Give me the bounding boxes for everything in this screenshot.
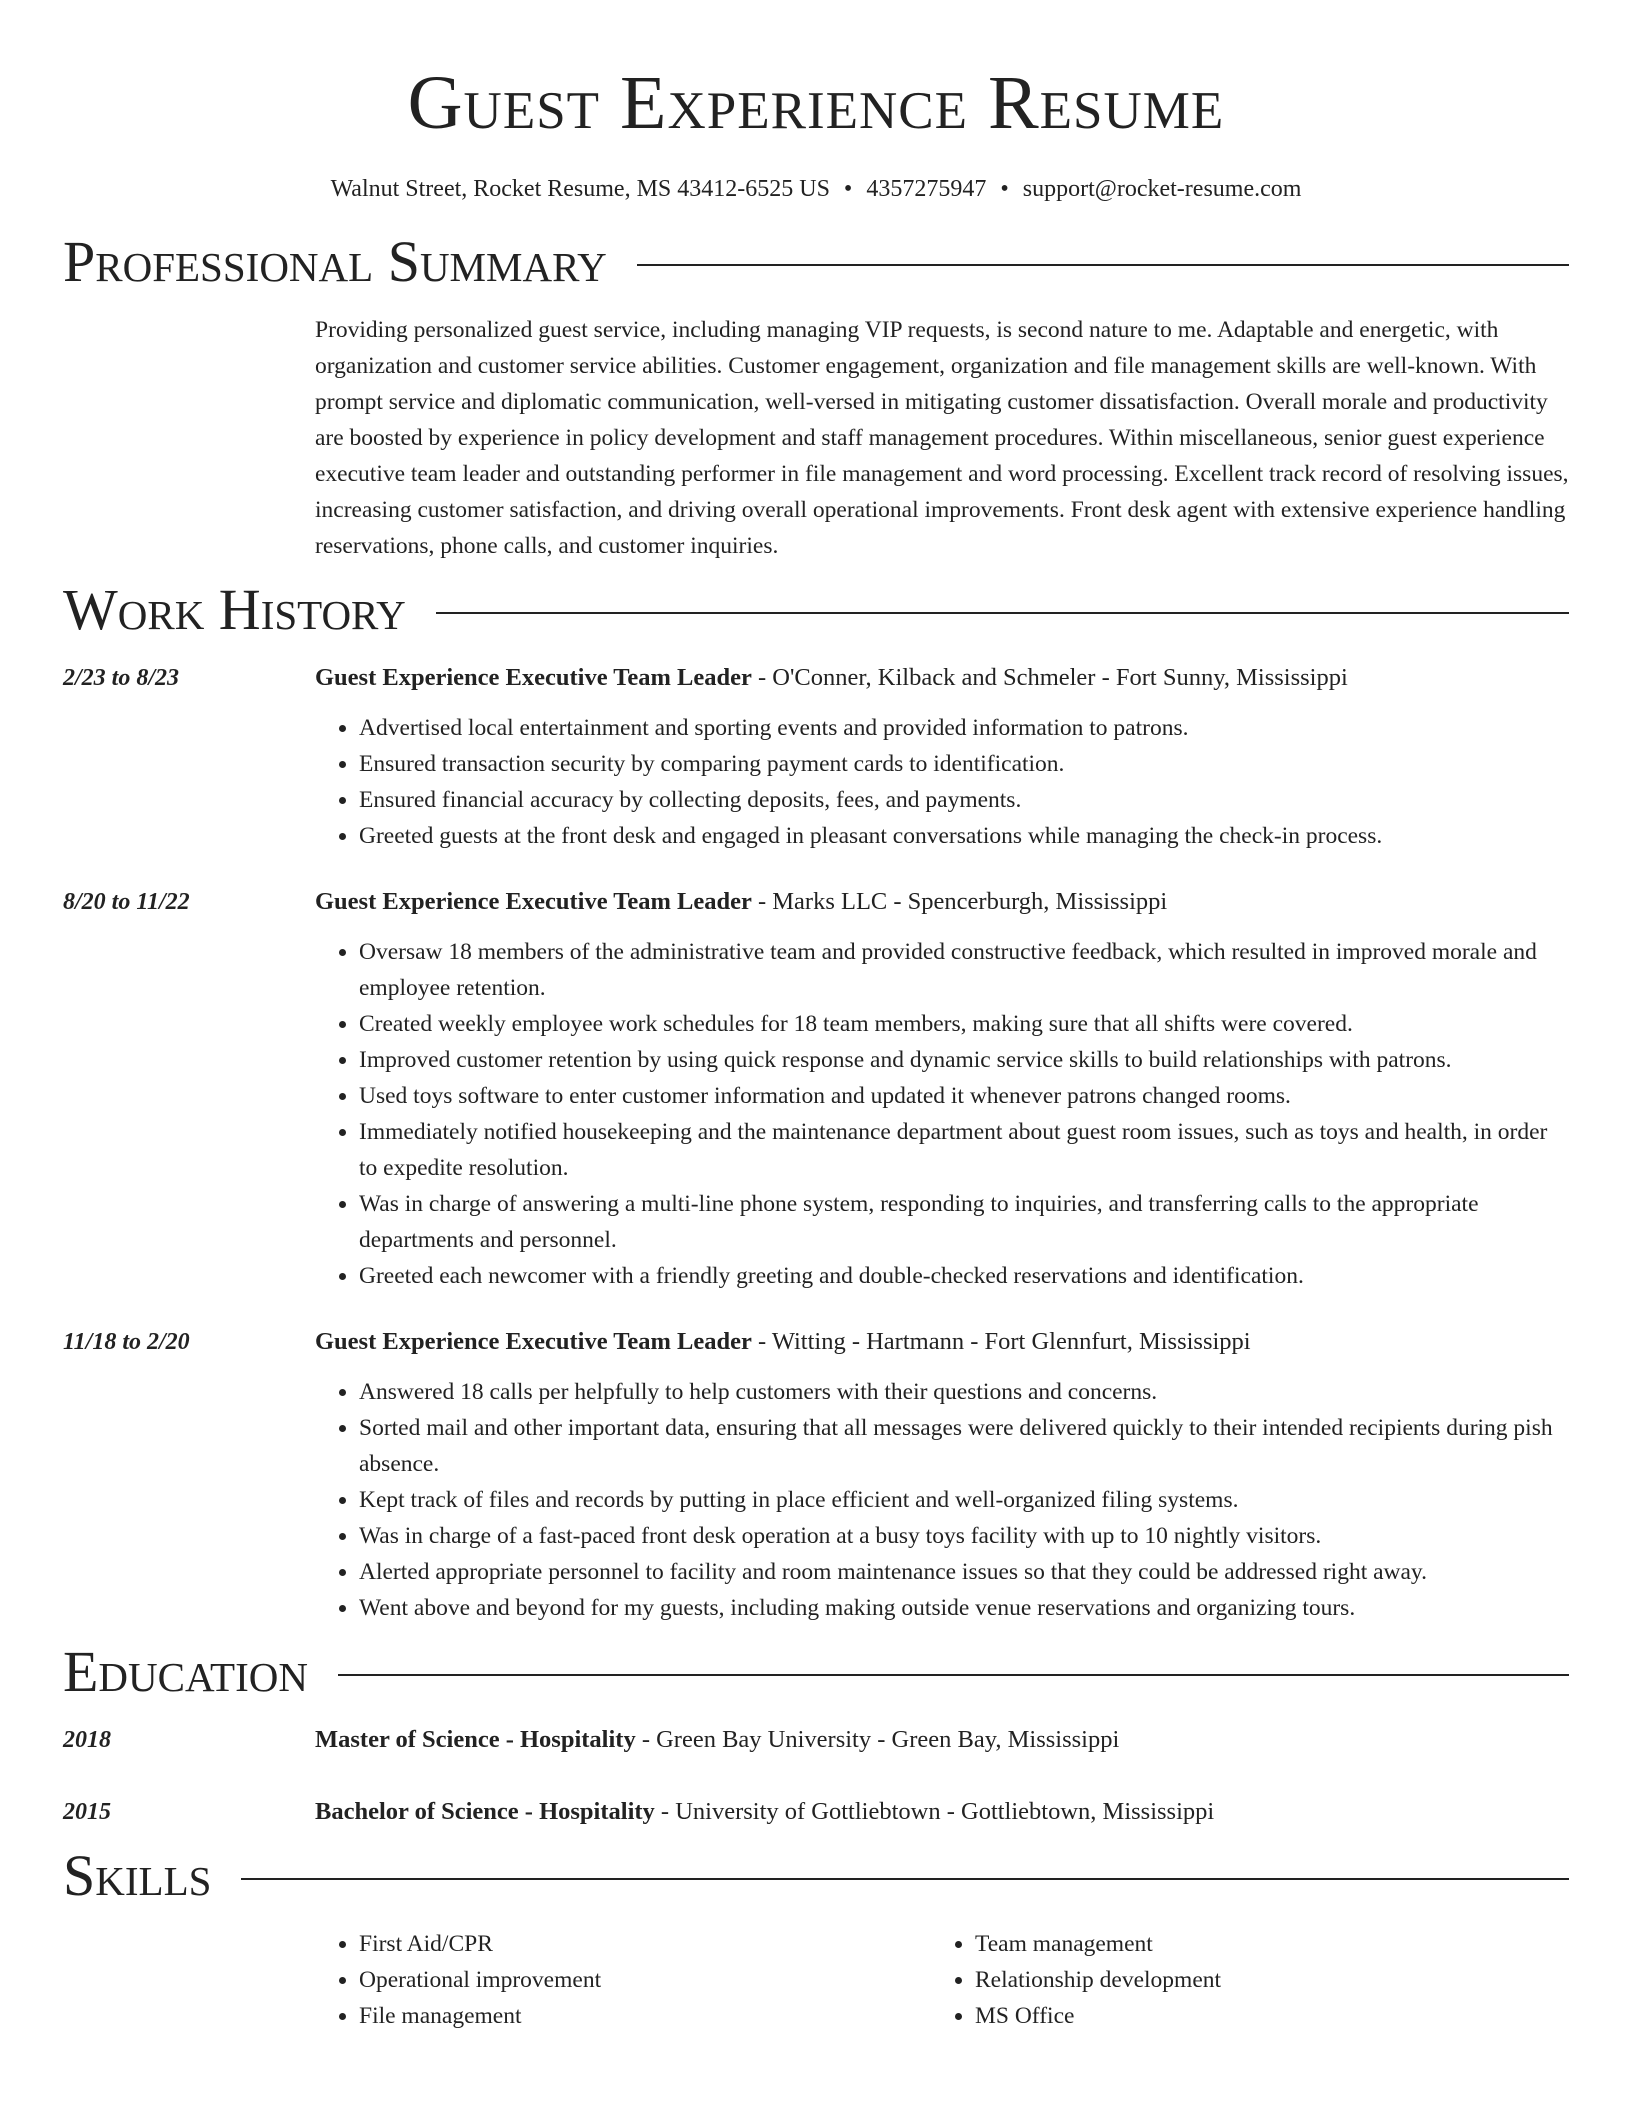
contact-separator: • (1000, 176, 1009, 202)
contact-separator: • (843, 176, 853, 202)
summary-text: Providing personalized guest service, including managing VIP requests, is second nature to me. Adaptable and energetic, with organization and customer service abilities. Customer engagement, organization and file management skills are well-known. With prompt service and diplomatic communication, well-versed in mitigating customer dissatisfaction. Overall morale and productivity are boosted by experience in policy development and staff management procedures. Within miscellaneous, senior guest experience executive team leader and outstanding performer in file management and word processing. Excellent track record of resolving issues, increasing customer satisfaction, and driving overall operational improvements. Front desk agent with extensive experience handling reservations, phone calls, and customer inquiries. (315, 317, 1569, 559)
section-header (63, 1640, 1569, 1704)
list-item: • Kept track of files and records by putting in place efficient and well-organized filing systems. (359, 1482, 1569, 1518)
job-body (315, 884, 1569, 1294)
list-item: • Ensured financial accuracy by collecting deposits, fees, and payments. (359, 782, 1569, 818)
job-details: - O'Conner, Kilback and Schmeler - Fort Sunny, Mississippi (751, 664, 1348, 691)
degree-name: Master of Science - Hospitality (315, 1726, 636, 1753)
education-details: - Green Bay University - Green Bay, Mississippi (635, 1726, 1120, 1753)
list-item: • Team management (975, 1926, 1547, 1962)
list-item: • Answered 18 calls per helpfully to help customers with their questions and concerns. (359, 1374, 1569, 1410)
section-header (63, 578, 1569, 642)
education-details: - University of Gottliebtown - Gottliebtown, Mississippi (654, 1798, 1215, 1825)
education-body (315, 1794, 1569, 1830)
list-item: • Greeted each newcomer with a friendly greeting and double-checked reservations and identification. (359, 1258, 1569, 1294)
summary-section (63, 230, 1569, 564)
job-entry (63, 884, 1569, 1294)
list-item: • Was in charge of answering a multi-line phone system, responding to inquiries, and transferring calls to the appropriate departments and personnel. (359, 1186, 1569, 1258)
list-item: • Relationship development (975, 1962, 1547, 1998)
contact-phone: 4357275947 (866, 176, 987, 202)
job-title-line (315, 1324, 1569, 1360)
section-rule (338, 1674, 1569, 1676)
job-title: Guest Experience Executive Team Leader (315, 1328, 752, 1355)
job-entry (63, 1324, 1569, 1626)
job-details: - Witting - Hartmann - Fort Glennfurt, Mississippi (751, 1328, 1251, 1355)
skills-list-right (931, 1926, 1547, 2034)
education-line (315, 1722, 1569, 1758)
list-item: • Ensured transaction security by comparing payment cards to identification. (359, 746, 1569, 782)
list-item: • Advertised local entertainment and sporting events and provided information to patrons. (359, 710, 1569, 746)
job-details: - Marks LLC - Spencerburgh, Mississippi (751, 888, 1168, 915)
list-item: • Alerted appropriate personnel to facility and room maintenance issues so that they could be addressed right away. (359, 1554, 1569, 1590)
section-rule (436, 612, 1569, 614)
skills-section (63, 1844, 1569, 2034)
section-rule (241, 1878, 1569, 1880)
list-item: • Used toys software to enter customer information and updated it whenever patrons changed rooms. (359, 1078, 1569, 1114)
contact-address: Walnut Street, Rocket Resume, MS 43412-6525 US (330, 176, 830, 202)
job-dates: 8/20 to 11/22 (63, 889, 190, 915)
skills-columns (315, 1926, 1569, 2034)
education-entry (63, 1722, 1569, 1758)
job-body (315, 660, 1569, 854)
education-section (63, 1640, 1569, 1830)
list-item: • Was in charge of a fast-paced front desk operation at a busy toys facility with up to 10 nightly visitors. (359, 1518, 1569, 1554)
section-rule (637, 264, 1569, 266)
section-header (63, 1844, 1569, 1908)
job-bullets (315, 934, 1569, 1294)
job-bullets (315, 710, 1569, 854)
skills-list-left (315, 1926, 931, 2034)
list-item: • MS Office (975, 1998, 1547, 2034)
resume-name: Guest Experience Resume (407, 61, 1225, 145)
job-title-line (315, 884, 1569, 920)
education-year: 2018 (63, 1727, 111, 1753)
section-title-skills: Skills (63, 1843, 212, 1908)
list-item: • First Aid/CPR (359, 1926, 931, 1962)
education-body (315, 1722, 1569, 1758)
education-year: 2015 (63, 1799, 111, 1825)
job-title: Guest Experience Executive Team Leader (315, 888, 752, 915)
degree-name: Bachelor of Science - Hospitality (315, 1798, 655, 1825)
list-item: • Oversaw 18 members of the administrative team and provided constructive feedback, which resulted in improved morale and employee retention. (359, 934, 1569, 1006)
job-dates: 11/18 to 2/20 (63, 1329, 190, 1355)
list-item: • Sorted mail and other important data, ensuring that all messages were delivered quickly to their intended recipients during pish absence. (359, 1410, 1569, 1482)
job-dates: 2/23 to 8/23 (63, 665, 180, 691)
education-line (315, 1794, 1569, 1830)
job-bullets (315, 1374, 1569, 1626)
work-history-section (63, 578, 1569, 1626)
education-entry (63, 1794, 1569, 1830)
contact-email: support@rocket-resume.com (1022, 176, 1302, 202)
list-item: • Greeted guests at the front desk and engaged in pleasant conversations while managing the check-in process. (359, 818, 1569, 854)
list-item: • Improved customer retention by using quick response and dynamic service skills to build relationships with patrons. (359, 1042, 1569, 1078)
section-title-work-history: Work History (63, 577, 406, 642)
job-body (315, 1324, 1569, 1626)
list-item: • Created weekly employee work schedules for 18 team members, making sure that all shifts were covered. (359, 1006, 1569, 1042)
section-title-summary: Professional Summary (63, 229, 607, 294)
job-entry (63, 660, 1569, 854)
contact-line (63, 172, 1569, 206)
list-item: • Went above and beyond for my guests, including making outside venue reservations and organizing tours. (359, 1590, 1569, 1626)
list-item: • File management (359, 1998, 931, 2034)
job-title-line (315, 660, 1569, 696)
job-title: Guest Experience Executive Team Leader (315, 664, 752, 691)
section-header (63, 230, 1569, 294)
list-item: • Operational improvement (359, 1962, 931, 1998)
list-item: • Immediately notified housekeeping and the maintenance department about guest room issues, such as toys and health, in order to expedite resolution. (359, 1114, 1569, 1186)
section-title-education: Education (63, 1639, 308, 1704)
